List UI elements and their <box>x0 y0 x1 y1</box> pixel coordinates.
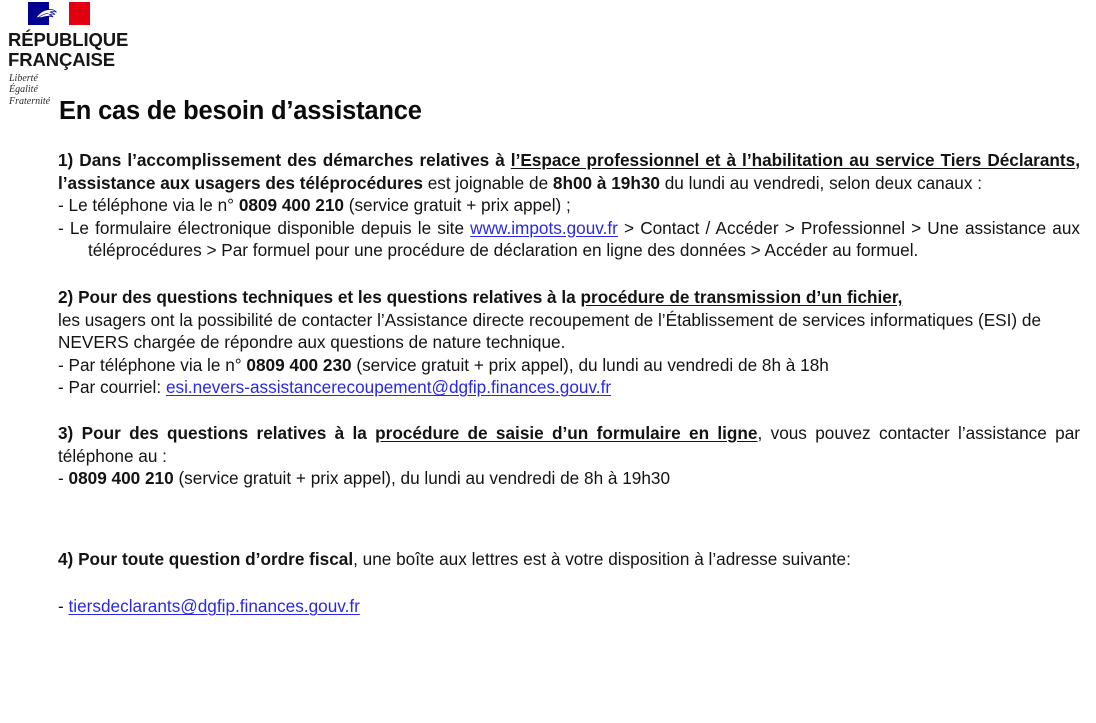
section-3-phone-row <box>58 467 1080 490</box>
bullet-dash: - <box>58 468 64 489</box>
section-1-hours: 8h00 à 19h30 <box>552 172 660 193</box>
bullet-dash: - <box>58 217 64 238</box>
motto-fraternite: Fraternité <box>9 95 51 107</box>
flag-band-white <box>49 2 70 25</box>
list-item <box>58 194 1080 217</box>
section-2-body: les usagers ont la possibilité de contacter l’Assistance directe recoupement de l’Établissement de services informatiques (ESI) de NEVERS chargée de répondre aux questions de nature technique. <box>58 309 1042 353</box>
motto-egalite: Égalité <box>9 84 38 96</box>
section-3-underlined-term: procédure de saisie d’un formulaire en ligne <box>375 422 758 443</box>
section-3-plain-after: , vous pouvez contacter l’assistance par téléphone au : <box>58 422 1081 466</box>
section-3-phone-number: 0809 400 210 <box>68 468 174 489</box>
bullet-dash: - <box>58 195 64 216</box>
section-2-phone-line <box>58 354 1080 377</box>
wordmark-line-republique: RÉPUBLIQUE <box>8 29 129 50</box>
motto-liberte: Liberté <box>9 73 38 84</box>
section-3-phone-post: (service gratuit + prix appel), du lundi au vendredi de 8h à 19h30 <box>178 468 671 489</box>
section-1-comma: , <box>1075 150 1080 170</box>
section-3-lead: Pour des questions relatives à la <box>81 422 367 443</box>
section-2-underlined-term: procédure de transmission d’un fichier, <box>580 286 903 307</box>
french-flag-icon <box>28 2 90 25</box>
section-1-plain-2: du lundi au vendredi, selon deux canaux : <box>664 172 982 193</box>
page-title: En cas de besoin d’assistance <box>59 97 422 125</box>
spacer <box>58 490 1080 548</box>
bullet-1-phone-number: 0809 400 210 <box>238 195 344 216</box>
impots-gouv-link[interactable]: www.impots.gouv.fr <box>470 217 618 238</box>
marianne-silhouette-icon <box>35 6 61 21</box>
section-1-lead: Dans l’accomplissement des démarches relatives à <box>79 150 505 170</box>
section-2-number: 2) <box>58 286 74 307</box>
section-2-mail-pre: - Par courriel: <box>58 377 162 398</box>
section-4-mail-line <box>58 595 1080 618</box>
section-2-heading-line <box>58 286 1080 309</box>
section-3-phone-line <box>58 467 1080 490</box>
bullet-dash: - <box>58 596 64 617</box>
section-2 <box>58 286 1080 399</box>
section-1-number: 1) <box>58 150 74 170</box>
section-1 <box>58 149 1080 194</box>
section-1-bold-assistance: l’assistance aux usagers des téléprocédures <box>58 172 423 193</box>
section-1-underlined-term: l’Espace professionnel et à l’habilitation au service Tiers Déclarants <box>510 150 1076 170</box>
esi-nevers-email-link[interactable]: esi.nevers-assistancerecoupement@dgfip.finances.gouv.fr <box>165 377 612 398</box>
bullet-1-pre: Le téléphone via le n° <box>68 195 235 216</box>
spacer <box>58 399 1080 422</box>
republique-francaise-wordmark <box>8 30 134 69</box>
section-2-lead: Pour des questions techniques et les questions relatives à la <box>78 286 576 307</box>
section-1-plain-1: est joignable de <box>427 172 549 193</box>
section-4 <box>58 548 1080 571</box>
spacer <box>58 262 1080 286</box>
tiersdeclarants-email-link[interactable]: tiersdeclarants@dgfip.finances.gouv.fr <box>68 596 360 617</box>
section-2-phone-number: 0809 400 230 <box>246 354 352 375</box>
section-2-phone-post: (service gratuit + prix appel), du lundi au vendredi de 8h à 18h <box>356 354 829 375</box>
bullet-1-post: (service gratuit + prix appel) ; <box>348 195 571 216</box>
bullet-2-pre: Le formulaire électronique disponible depuis le site <box>69 217 465 238</box>
wordmark-line-francaise: FRANÇAISE <box>8 48 116 70</box>
bullet-2-post: > Contact / Accéder > Professionnel > Une assistance aux téléprocédures > Par formuel pour une procédure de déclaration en ligne des données > Accéder au formuel. <box>88 217 1081 261</box>
section-1-bullets <box>58 194 1080 262</box>
section-4-lead: Pour toute question d’ordre fiscal <box>78 548 354 569</box>
section-3-number: 3) <box>58 422 74 443</box>
section-4-number: 4) <box>58 548 74 569</box>
section-4-plain-after: , une boîte aux lettres est à votre disposition à l’adresse suivante: <box>353 548 851 569</box>
list-item <box>58 217 1080 262</box>
section-4-mail-row <box>58 595 1080 618</box>
section-3 <box>58 422 1080 467</box>
section-2-mail-line <box>58 376 1080 399</box>
flag-band-red <box>69 2 90 25</box>
spacer <box>58 570 1080 595</box>
document-body <box>58 96 1080 618</box>
section-2-phone-pre: - Par téléphone via le n° <box>58 354 242 375</box>
section-4-heading-line <box>58 548 1080 571</box>
republique-francaise-logo <box>6 2 134 107</box>
